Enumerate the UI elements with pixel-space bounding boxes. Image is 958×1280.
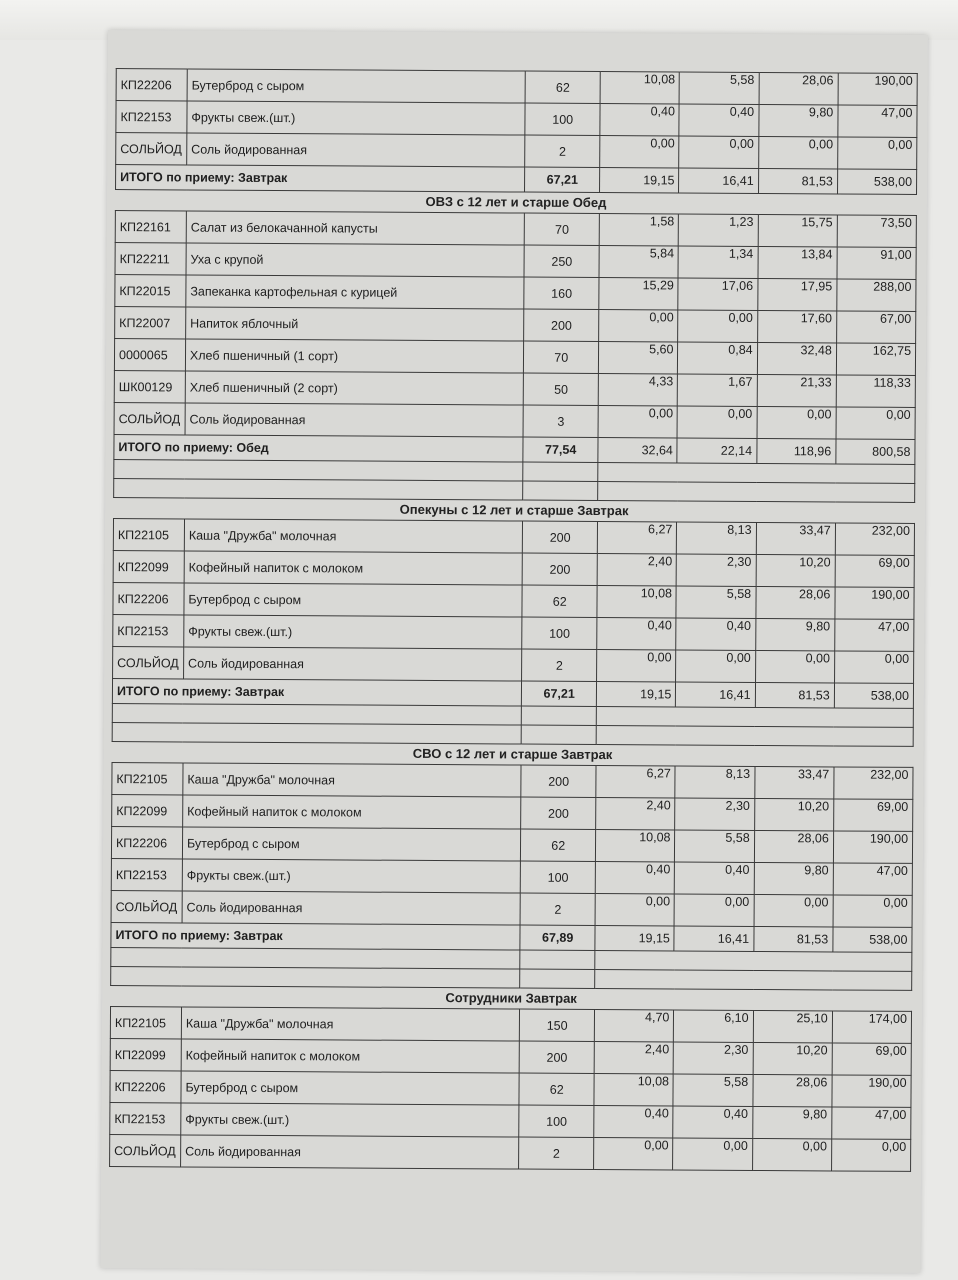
item-code: КП22099 [112,795,183,827]
table-row [116,69,917,106]
item-protein: 5,60 [599,342,678,374]
item-protein: 0,40 [595,861,674,893]
item-weight: 100 [525,103,600,135]
item-fat: 6,10 [674,1010,753,1042]
item-energy: 67,00 [836,311,915,343]
item-fat: 0,00 [673,1138,752,1170]
total-energy: 538,00 [837,169,916,194]
item-fat: 1,23 [679,214,758,246]
item-weight: 250 [524,245,599,277]
item-carbs: 9,80 [758,104,837,136]
empty-cell [112,704,521,725]
item-carbs: 28,06 [759,72,838,104]
item-weight: 160 [524,277,599,309]
item-weight: 100 [520,861,595,893]
empty-cell [520,950,595,969]
item-weight: 62 [519,1073,594,1105]
total-fat: 16,41 [676,682,755,707]
item-protein: 0,40 [594,1105,673,1137]
item-code: ШК00129 [114,371,185,403]
table-row [114,403,915,440]
item-name: Каша "Дружба" молочная [184,519,522,553]
table-row [113,551,914,588]
item-energy: 162,75 [836,343,915,375]
item-carbs: 0,00 [758,136,837,168]
empty-cell [598,463,915,484]
item-carbs: 0,00 [757,406,836,438]
item-weight: 2 [519,1137,594,1169]
item-fat: 8,13 [675,766,754,798]
item-code: СОЛЬЙОД [111,891,182,923]
item-energy: 190,00 [838,73,917,105]
empty-cell [523,462,598,481]
item-code: КП22206 [111,827,182,859]
item-fat: 5,58 [675,830,754,862]
item-code: КП22099 [110,1039,181,1071]
item-energy: 0,00 [831,1139,910,1171]
table-row [113,615,914,652]
total-label: ИТОГО по приему: Обед [114,435,523,462]
item-weight: 200 [524,309,599,341]
item-code: КП22007 [115,307,186,339]
item-fat: 0,00 [678,310,757,342]
item-protein: 4,33 [598,374,677,406]
total-fat: 22,14 [677,438,756,463]
item-carbs: 21,33 [757,374,836,406]
item-name: Бутерброд с сыром [187,69,525,103]
table-row [114,339,915,376]
item-carbs: 9,80 [752,1106,831,1138]
menu-table-ovz-lunch [113,210,917,503]
item-energy: 232,00 [835,523,914,555]
item-name: Бутерброд с сыром [181,1071,519,1105]
total-energy: 538,00 [833,927,912,952]
table-row [116,133,917,170]
empty-cell [111,967,520,988]
item-weight: 2 [522,649,597,681]
item-protein: 10,08 [600,72,679,104]
total-fat: 16,41 [674,926,753,951]
item-code: КП22161 [115,211,186,243]
item-energy: 190,00 [835,587,914,619]
empty-cell [597,706,914,727]
item-protein: 1,58 [599,214,678,246]
total-energy: 538,00 [834,683,913,708]
section-title: Сотрудники Завтрак [445,990,577,1006]
item-fat: 1,34 [678,246,757,278]
item-carbs: 15,75 [758,214,837,246]
item-weight: 2 [525,135,600,167]
total-weight: 67,21 [522,681,597,706]
item-energy: 174,00 [832,1011,911,1043]
item-code: КП22206 [116,69,187,101]
item-weight: 3 [523,405,598,437]
item-weight: 50 [523,373,598,405]
item-energy: 91,00 [837,247,916,279]
item-code: КП22153 [111,859,182,891]
item-carbs: 0,00 [752,1138,831,1170]
item-code: КП22015 [115,275,186,307]
total-weight: 67,89 [520,925,595,950]
menu-table-staff-breakfast [109,1006,912,1172]
total-energy: 800,58 [836,439,915,464]
item-name: Фрукты свеж.(шт.) [187,101,525,135]
item-code: СОЛЬЙОД [114,403,185,435]
table-row [111,827,912,864]
item-energy: 0,00 [834,651,913,683]
empty-cell [114,460,523,481]
table-row [116,101,917,138]
item-weight: 200 [523,521,598,553]
item-code: СОЛЬЙОД [116,133,187,165]
item-energy: 47,00 [838,105,917,137]
item-name: Каша "Дружба" молочная [183,763,521,797]
item-fat: 5,58 [679,72,758,104]
item-fat: 8,13 [677,522,756,554]
item-fat: 2,30 [675,798,754,830]
item-protein: 2,40 [596,797,675,829]
table-row [113,519,914,556]
item-name: Напиток яблочный [186,307,524,341]
empty-cell [521,706,596,725]
item-fat: 5,58 [676,586,755,618]
item-protein: 5,84 [599,246,678,278]
item-protein: 2,40 [597,554,676,586]
table-row [112,795,913,832]
total-protein: 32,64 [598,438,677,463]
table-row [110,1007,911,1044]
empty-cell [111,948,520,969]
item-protein: 0,00 [595,893,674,925]
total-label: ИТОГО по приему: Завтрак [116,165,525,192]
total-weight: 77,54 [523,437,598,462]
item-carbs: 10,20 [754,798,833,830]
total-label: ИТОГО по приему: Завтрак [111,923,520,950]
item-protein: 0,00 [594,1137,673,1169]
item-protein: 4,70 [595,1009,674,1041]
item-weight: 62 [521,829,596,861]
item-protein: 0,40 [600,104,679,136]
item-weight: 100 [522,617,597,649]
item-protein: 0,00 [599,310,678,342]
item-energy: 0,00 [836,407,915,439]
item-carbs: 33,47 [754,766,833,798]
empty-cell [595,969,912,990]
item-fat: 0,00 [674,894,753,926]
item-name: Бутерброд с сыром [184,583,522,617]
item-fat: 17,06 [678,278,757,310]
item-weight: 62 [525,71,600,103]
table-row [114,371,915,408]
table-row [115,211,916,248]
menu-sheet [100,30,928,1273]
item-weight: 200 [521,797,596,829]
item-energy: 190,00 [833,831,912,863]
item-energy: 190,00 [832,1075,911,1107]
item-fat: 0,00 [676,650,755,682]
empty-cell [520,969,595,988]
item-name: Хлеб пшеничный (1 сорт) [185,339,523,373]
item-name: Запеканка картофельная с курицей [186,275,524,309]
table-row [112,763,913,800]
item-protein: 15,29 [599,278,678,310]
item-name: Соль йодированная [187,133,525,167]
item-name: Салат из белокачанной капусты [186,211,524,245]
item-name: Соль йодированная [185,403,523,437]
item-fat: 1,67 [678,374,757,406]
menu-table-guardians-breakfast [112,518,915,747]
item-energy: 69,00 [832,1043,911,1075]
item-carbs: 9,80 [754,862,833,894]
item-carbs: 25,10 [753,1010,832,1042]
empty-cell [598,482,915,503]
item-protein: 6,27 [598,522,677,554]
table-row [111,859,912,896]
item-name: Фрукты свеж.(шт.) [181,1103,519,1137]
item-carbs: 10,20 [756,554,835,586]
item-code: КП22206 [113,583,184,615]
item-carbs: 28,06 [753,1074,832,1106]
item-fat: 0,00 [679,136,758,168]
item-name: Кофейный напиток с молоком [184,551,522,585]
item-name: Уха с крупой [186,243,524,277]
item-fat: 5,58 [673,1074,752,1106]
item-energy: 47,00 [832,1107,911,1139]
item-fat: 0,40 [679,104,758,136]
item-carbs: 0,00 [755,650,834,682]
item-code: 0000065 [114,339,185,371]
item-carbs: 0,00 [754,894,833,926]
item-code: КП22153 [110,1103,181,1135]
item-energy: 288,00 [837,279,916,311]
item-carbs: 28,06 [756,586,835,618]
item-code: КП22206 [110,1071,181,1103]
table-row [110,1071,911,1108]
menu-table-breakfast-continued [115,68,918,195]
item-carbs: 9,80 [755,618,834,650]
section-title: СВО с 12 лет и старше Завтрак [412,745,613,763]
empty-cell [114,479,523,500]
item-code: КП22153 [113,615,184,647]
section-title: ОВЗ с 12 лет и старше Обед [425,193,607,211]
item-carbs: 17,60 [757,310,836,342]
item-protein: 0,00 [598,406,677,438]
total-protein: 19,15 [597,681,676,706]
item-fat: 2,30 [674,1042,753,1074]
item-weight: 200 [521,765,596,797]
total-carbs: 81,53 [758,168,837,193]
item-carbs: 28,06 [754,830,833,862]
total-carbs: 118,96 [756,438,835,463]
item-weight: 62 [522,585,597,617]
menu-table-svo-breakfast [110,762,913,991]
item-code: СОЛЬЙОД [110,1135,181,1167]
section-title: Опекуны с 12 лет и старше Завтрак [399,501,629,519]
item-weight: 70 [524,341,599,373]
item-protein: 10,08 [596,829,675,861]
table-row [110,1135,911,1172]
item-weight: 200 [519,1041,594,1073]
item-energy: 47,00 [833,863,912,895]
item-energy: 69,00 [835,555,914,587]
item-protein: 0,40 [597,617,676,649]
item-energy: 232,00 [834,767,913,799]
table-row [115,307,916,344]
total-protein: 19,15 [595,925,674,950]
item-fat: 2,30 [677,554,756,586]
table-row [115,243,916,280]
item-name: Соль йодированная [183,647,521,681]
item-name: Каша "Дружба" молочная [181,1007,519,1041]
empty-cell [595,950,912,971]
item-code: КП22105 [112,763,183,795]
item-code: КП22099 [113,551,184,583]
item-name: Бутерброд с сыром [182,827,520,861]
empty-cell [523,481,598,500]
item-weight: 2 [520,893,595,925]
table-row [111,891,912,928]
item-energy: 47,00 [835,619,914,651]
item-code: КП22153 [116,101,187,133]
item-protein: 10,08 [597,585,676,617]
item-carbs: 32,48 [757,342,836,374]
empty-cell [112,723,521,744]
item-code: КП22105 [113,519,184,551]
item-name: Хлеб пшеничный (2 сорт) [185,371,523,405]
item-weight: 150 [520,1009,595,1041]
item-carbs: 33,47 [756,522,835,554]
total-protein: 19,15 [600,168,679,193]
item-protein: 10,08 [594,1073,673,1105]
total-weight: 67,21 [525,167,600,192]
item-energy: 73,50 [837,215,916,247]
item-carbs: 13,84 [758,246,837,278]
item-energy: 0,00 [837,137,916,169]
table-row [115,275,916,312]
empty-cell [521,725,596,744]
item-protein: 0,00 [600,136,679,168]
item-fat: 0,40 [675,862,754,894]
total-fat: 16,41 [679,168,758,193]
table-row [113,583,914,620]
item-name: Соль йодированная [180,1135,518,1169]
total-label: ИТОГО по приему: Завтрак [112,679,521,706]
item-name: Фрукты свеж.(шт.) [182,859,520,893]
item-fat: 0,84 [678,342,757,374]
table-row [110,1039,911,1076]
item-protein: 0,00 [597,649,676,681]
item-energy: 69,00 [833,799,912,831]
item-carbs: 17,95 [757,278,836,310]
item-name: Кофейный напиток с молоком [183,795,521,829]
empty-cell [596,725,913,746]
item-carbs: 10,20 [753,1042,832,1074]
table-row [113,647,914,684]
item-energy: 118,33 [836,375,915,407]
item-fat: 0,40 [676,618,755,650]
item-fat: 0,40 [673,1106,752,1138]
item-fat: 0,00 [677,406,756,438]
item-name: Кофейный напиток с молоком [181,1039,519,1073]
total-carbs: 81,53 [753,926,832,951]
item-protein: 2,40 [594,1041,673,1073]
item-code: КП22211 [115,243,186,275]
total-carbs: 81,53 [755,682,834,707]
item-protein: 6,27 [596,765,675,797]
item-energy: 0,00 [833,895,912,927]
item-weight: 100 [519,1105,594,1137]
item-weight: 70 [524,213,599,245]
item-code: КП22105 [110,1007,181,1039]
item-name: Фрукты свеж.(шт.) [184,615,522,649]
table-row [110,1103,911,1140]
item-code: СОЛЬЙОД [113,647,184,679]
item-weight: 200 [522,553,597,585]
item-name: Соль йодированная [182,891,520,925]
